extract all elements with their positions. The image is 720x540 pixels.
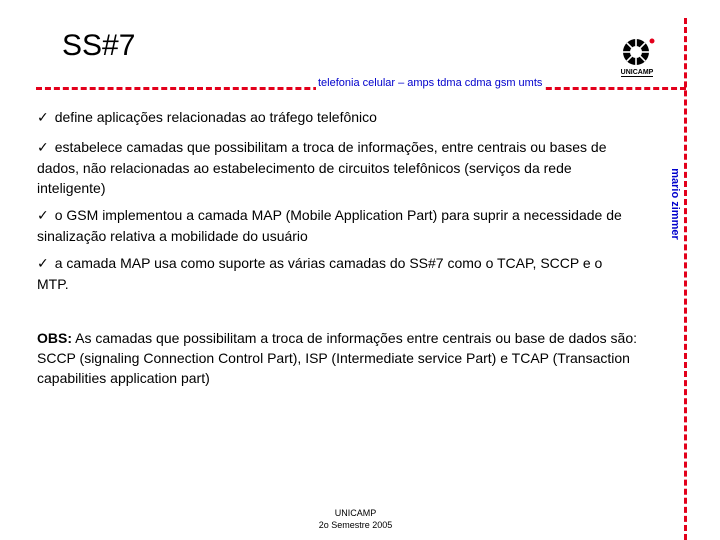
bullet-item [37,137,637,198]
footer-semester: 2o Semestre 2005 [318,520,393,530]
obs-label: OBS: [37,330,72,346]
check-mark-icon: ✓ [37,208,49,224]
author-label-text: mario zimmer [667,165,683,243]
logo-wordmark: UNICAMP [620,69,654,76]
side-rule [684,18,687,540]
bullet-item [37,205,637,246]
bullet-item [37,253,637,294]
check-mark-icon: ✓ [37,140,49,156]
check-mark-icon: ✓ [37,110,49,126]
unicamp-logo [618,36,664,80]
bullet-text: estabelece camadas que possibilitam a troca de informações, entre centrais ou bases de dados, não relacionadas ao estabelecimento de circuitos telefônicos (serviços da rede inteligente) [37,139,607,196]
footer-institution: UNICAMP [334,508,377,518]
footer [300,507,411,531]
bullet-text: o GSM implementou a camada MAP (Mobile Application Part) para suprir a necessidade de sinalização relativa a mobilidade do usuário [37,207,622,244]
obs-text: As camadas que possibilitam a troca de informações entre centrais ou base de dados são: SCCP (signaling Connection Control Part), ISP (Intermediate service Part) e TCAP (Transaction capabilities application part) [37,330,637,386]
bullet-text: define aplicações relacionadas ao tráfego telefônico [54,109,377,125]
slide-subtitle: telefonia celular – amps tdma cdma gsm umts [318,77,543,89]
author-label [668,164,682,244]
check-mark-icon: ✓ [37,256,49,272]
bullet-item [37,107,637,128]
obs-note [37,328,652,388]
bullet-text: a camada MAP usa como suporte as várias camadas do SS#7 como o TCAP, SCCP e o MTP. [37,255,603,292]
slide-title: SS#7 [62,29,136,62]
